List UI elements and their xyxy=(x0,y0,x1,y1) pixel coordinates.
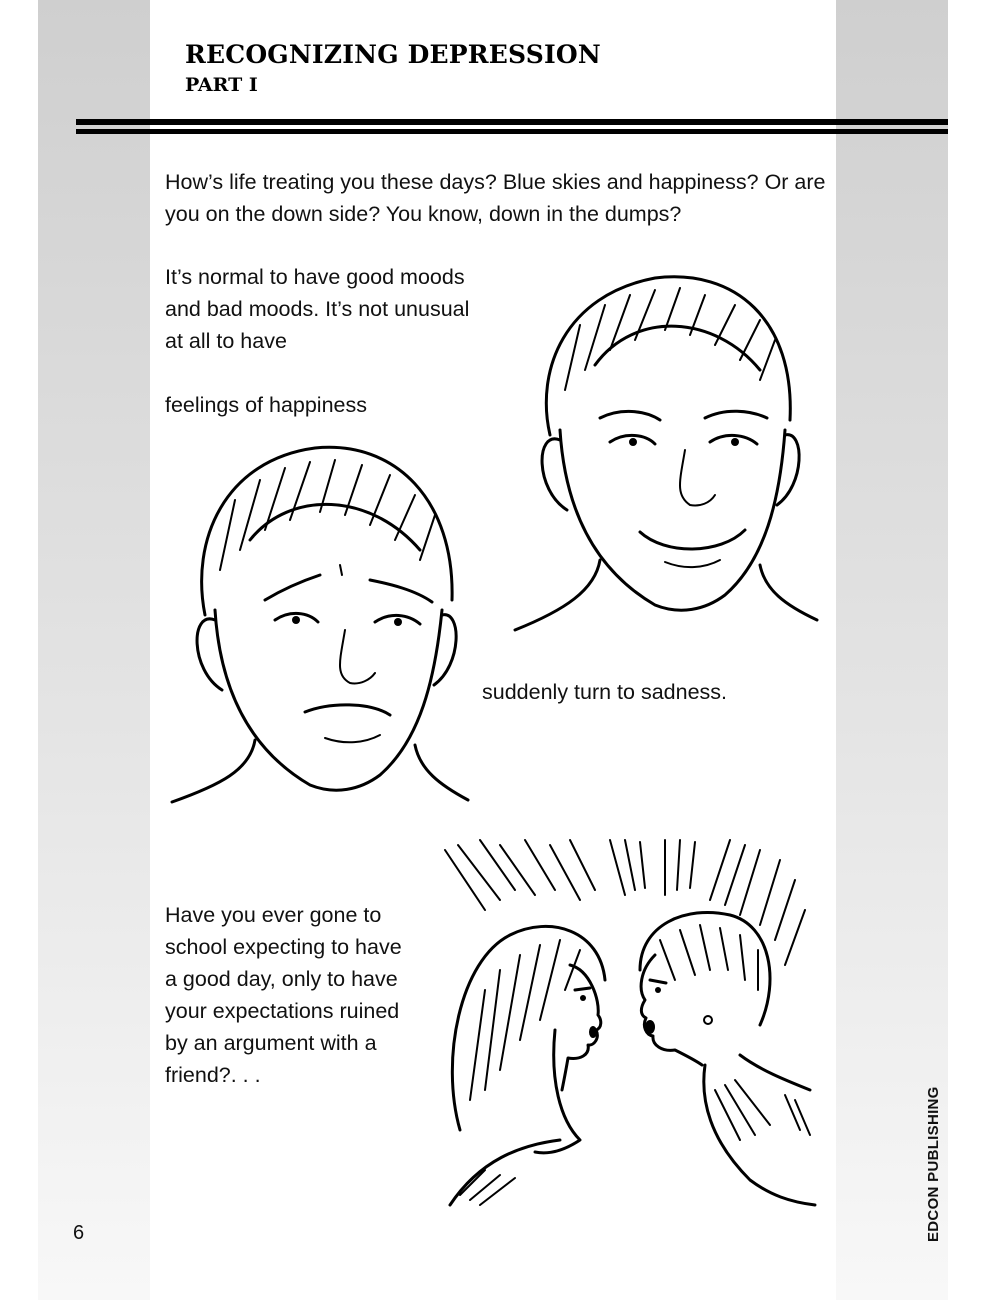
intro-paragraph: How’s life treating you these days? Blue skies and happiness? Or are you on the down side? You know, down in the dumps? xyxy=(165,170,826,226)
left-margin-band xyxy=(38,0,150,1300)
header-rule-top xyxy=(76,119,948,125)
page-number: 6 xyxy=(73,1222,85,1244)
moods-line-3: at all to have xyxy=(165,329,287,353)
publisher-label: EDCON PUBLISHING xyxy=(925,1086,942,1242)
moods-line-1: It’s normal to have good moods xyxy=(165,265,465,289)
page-subtitle: PART I xyxy=(185,74,258,96)
sadness-line: suddenly turn to sadness. xyxy=(482,680,728,704)
happiness-line: feelings of happiness xyxy=(165,393,368,417)
happy-man-illustration xyxy=(505,270,820,635)
school-line-6: friend?. . . xyxy=(165,1063,261,1087)
two-girls-arguing-illustration xyxy=(440,840,820,1215)
sad-man-illustration xyxy=(170,440,470,810)
header-rule-bottom xyxy=(76,129,948,134)
school-line-3: a good day, only to have xyxy=(165,967,398,991)
moods-line-2: and bad moods. It’s not unusual xyxy=(165,297,470,321)
school-line-2: school expecting to have xyxy=(165,935,402,959)
school-line-1: Have you ever gone to xyxy=(165,903,382,927)
school-line-4: your expectations ruined xyxy=(165,999,400,1023)
page-title: RECOGNIZING DEPRESSION xyxy=(185,40,601,69)
school-line-5: by an argument with a xyxy=(165,1031,377,1055)
